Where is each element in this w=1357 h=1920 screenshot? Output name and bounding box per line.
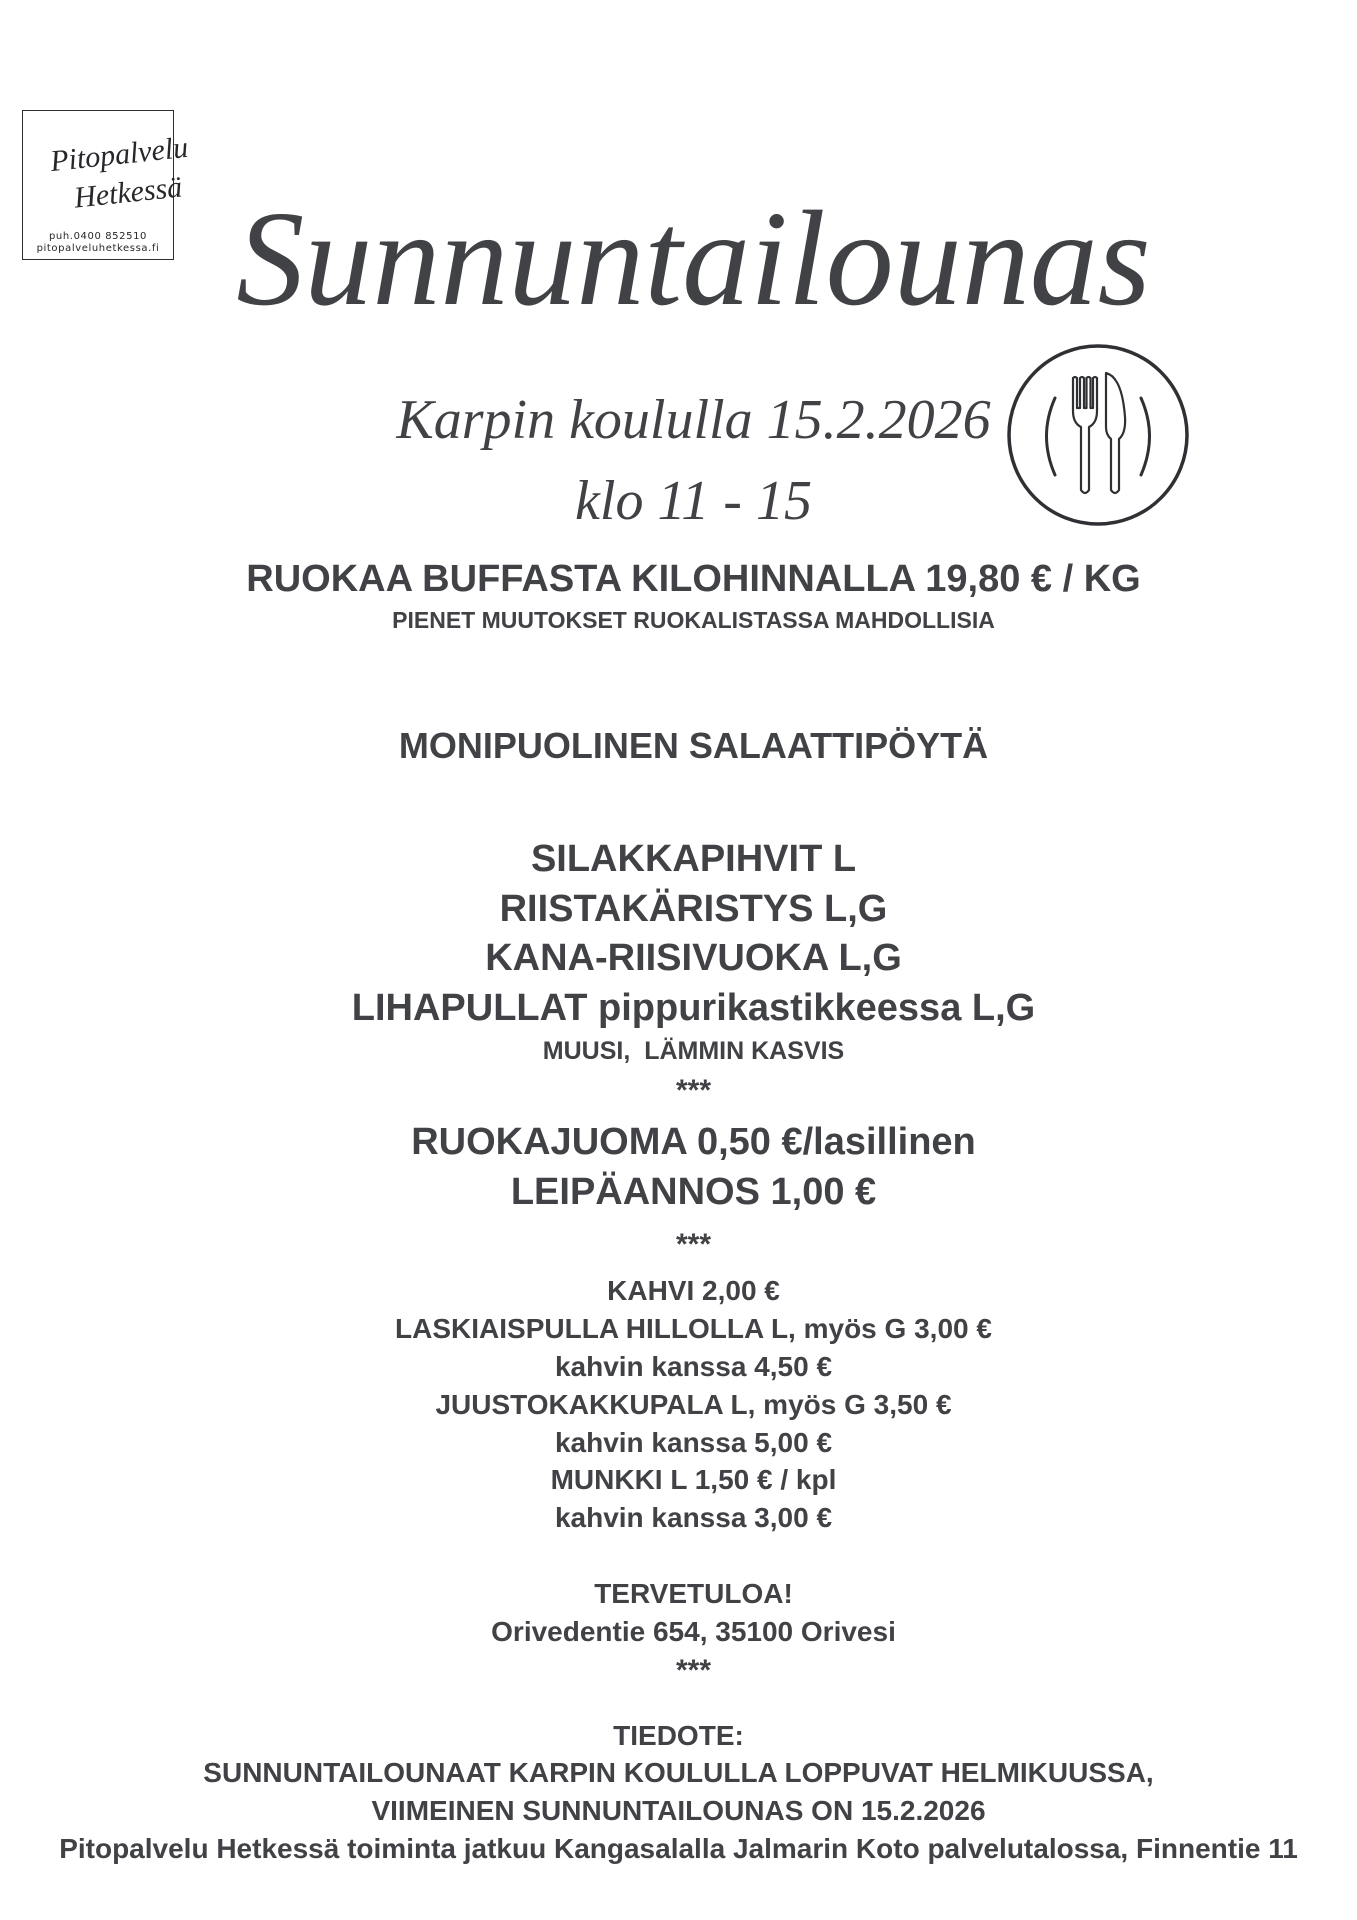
drink-price: RUOKAJUOMA 0,50 €/lasillinen	[411, 1121, 976, 1163]
opening-hours: klo 11 - 15	[575, 470, 812, 532]
cafe-item: kahvin kanssa 4,50 €	[554, 1351, 833, 1382]
logo-name-line2: Hetkessä	[72, 170, 184, 215]
main-dish: KANA-RIISIVUOKA L,G	[485, 937, 902, 979]
cafe-item: kahvin kanssa 3,00 €	[554, 1502, 833, 1533]
address: Orivedentie 654, 35100 Orivesi	[491, 1616, 896, 1647]
cafe-item: MUNKKI L 1,50 € / kpl	[550, 1464, 837, 1495]
side-dishes: MUUSI, LÄMMIN KASVIS	[542, 1037, 845, 1065]
main-dish: RIISTAKÄRISTYS L,G	[499, 888, 888, 930]
notice-line: VIIMEINEN SUNNUNTAILOUNAS ON 15.2.2026	[371, 1795, 986, 1826]
logo-website: pitopalveluhetkessa.fi	[36, 243, 160, 254]
separator: ***	[675, 1074, 712, 1107]
fork-icon	[1073, 377, 1097, 493]
cafe-item: LASKIAISPULLA HILLOLLA L, myös G 3,00 €	[395, 1313, 992, 1344]
bread-price: LEIPÄANNOS 1,00 €	[510, 1171, 877, 1213]
logo-phone: puh.0400 852510	[48, 231, 147, 242]
logo-name-line1: Pitopalvelu	[48, 130, 190, 179]
notice-line: SUNNUNTAILOUNAAT KARPIN KOULULLA LOPPUVAT HELMIKUUSSA,	[203, 1757, 1154, 1788]
welcome-greeting: TERVETULOA!	[594, 1578, 793, 1609]
location-date: Karpin koululla 15.2.2026	[396, 389, 991, 451]
cafe-item: KAHVI 2,00 €	[607, 1275, 780, 1306]
notice-heading: TIEDOTE:	[613, 1720, 744, 1751]
main-dish: SILAKKAPIHVIT L	[530, 838, 857, 880]
cafe-item: JUUSTOKAKKUPALA L, myös G 3,50 €	[435, 1389, 952, 1420]
main-dish: LIHAPULLAT pippurikastikkeessa L,G	[351, 987, 1036, 1029]
separator: ***	[675, 1228, 712, 1261]
knife-icon	[1106, 373, 1125, 493]
icon-arc-right	[1141, 398, 1150, 475]
buffet-price: RUOKAA BUFFASTA KILOHINNALLA 19,80 € / KG	[246, 558, 1141, 600]
icon-circle	[1009, 346, 1187, 524]
cutlery-icon-graphic	[998, 335, 1198, 535]
notice-line: Pitopalvelu Hetkessä toiminta jatkuu Kangasalalla Jalmarin Koto palvelutalossa, Finnentie 11	[59, 1833, 1298, 1864]
page-title: Sunnuntailounas	[236, 184, 1151, 334]
icon-arc-left	[1047, 398, 1056, 475]
cafe-item: kahvin kanssa 5,00 €	[554, 1427, 833, 1458]
separator: ***	[675, 1654, 712, 1687]
cutlery-icon	[998, 335, 1198, 535]
menu-change-note: PIENET MUUTOKSET RUOKALISTASSA MAHDOLLISIA	[392, 607, 995, 633]
salad-table: MONIPUOLINEN SALAATTIPÖYTÄ	[398, 725, 989, 766]
